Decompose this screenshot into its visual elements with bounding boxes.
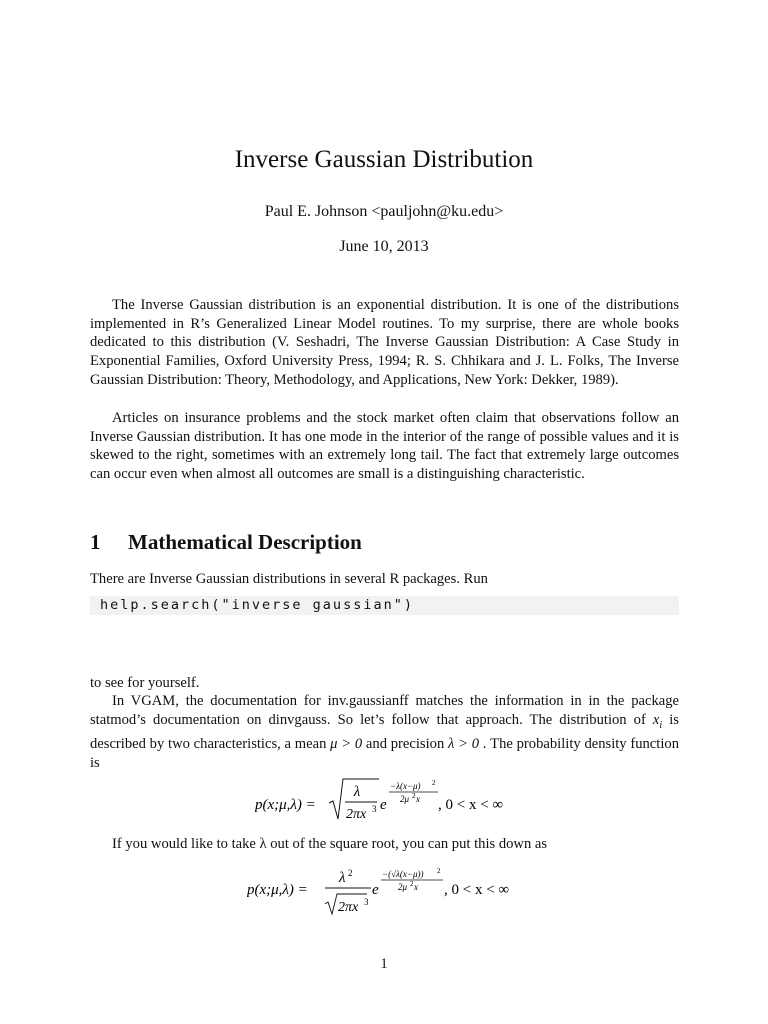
formula2-exp-num-pow: 2 — [437, 867, 441, 875]
author-line: Paul E. Johnson <pauljohn@ku.edu> — [264, 203, 504, 220]
formula1-num: λ — [353, 784, 361, 800]
intro-paragraph-2: Articles on insurance problems and the stock market often claim that observations follow an Inverse Gaussian distribution. It has one mode in the interior of the range of possible values and it is skewed to the right, sometimes with an extremely long tail. The fact that extremely large outcomes can occur even when almost all outcomes are small is a distinguishing characteristic. — [90, 410, 679, 483]
formula2-exp-den: 2μ — [398, 882, 408, 892]
formula1-den: 2πx — [346, 807, 367, 822]
formula1-exp-num-pow: 2 — [432, 779, 436, 787]
pdf-formula-1 — [255, 775, 615, 825]
intro-paragraph-1: The Inverse Gaussian distribution is an exponential distribution. It is one of the distributions implemented in R’s Generalized Linear Model routines. To my surprise, there are whole books dedicated to this distribution (V. Seshadri, The Inverse Gaussian Distribution: A Case Study in Exponential Families, Oxford University Press, 1994; R. S. Chhikara and J. L. Folks, The Inverse Gaussian Distribution: Theory, Methodology, and Applications, New York: Dekker, 1989). — [90, 297, 679, 388]
formula1-rhs: , 0 < x < ∞ — [438, 797, 504, 813]
formula1-exp-den-pow: 2 — [412, 792, 416, 800]
section-heading — [90, 530, 362, 555]
formula2-num-pow: 2 — [348, 868, 353, 878]
var-x: x — [652, 711, 660, 728]
page-number: 1 — [380, 956, 388, 972]
mu-condition: μ > 0 — [330, 736, 363, 753]
formula2-exp-den-var: x — [414, 882, 418, 892]
formula2-rhs: , 0 < x < ∞ — [444, 882, 510, 898]
formula1-base: e — [380, 797, 387, 813]
section-title: Mathematical Description — [128, 530, 362, 554]
lambda-condition: λ > 0 — [448, 736, 480, 753]
formula1-exp-den: 2μ — [400, 794, 410, 804]
formula2-lhs: p(x;μ,λ) = — [247, 882, 308, 898]
formula1-den-exp: 3 — [372, 804, 377, 814]
after-code-text: to see for yourself. — [90, 675, 200, 691]
formula1-exp-den-var: x — [416, 794, 420, 804]
date-line: June 10, 2013 — [339, 238, 429, 255]
formula2-exp-num: −(√λ(x−μ)) — [382, 869, 424, 879]
formula2-num: λ — [339, 870, 346, 886]
description-paragraph — [90, 692, 679, 773]
section-lead-text: There are Inverse Gaussian distributions in several R packages. Run — [90, 571, 488, 587]
formula2-den: 2πx — [338, 900, 359, 915]
formula1-lhs: p(x;μ,λ) = — [255, 797, 316, 813]
formula1-exp-num: −λ(x−μ) — [390, 781, 421, 791]
var-subscript: i — [659, 719, 663, 731]
formula2-den-exp: 3 — [364, 897, 369, 907]
desc-text-3: and precision — [362, 736, 449, 753]
pdf-formula-2 — [247, 866, 607, 918]
desc-text-2: is described by two characteristics, a mean — [90, 711, 679, 753]
page-title: Inverse Gaussian Distribution — [234, 146, 534, 173]
desc-text-4: . The probability density function is — [90, 736, 679, 772]
formula2-exp-den-pow: 2 — [410, 880, 414, 888]
sqrt-note-paragraph: If you would like to take λ out of the square root, you can put this down as — [112, 836, 548, 852]
formula2-base: e — [372, 882, 379, 898]
code-block: help.search("inverse gaussian") — [90, 596, 679, 615]
section-number: 1 — [90, 530, 101, 554]
desc-text-1: In VGAM, the documentation for inv.gaussianff matches the information in in the package statmod’s documentation on dinvgauss. So let’s follow that approach. The distribution of — [90, 693, 679, 728]
